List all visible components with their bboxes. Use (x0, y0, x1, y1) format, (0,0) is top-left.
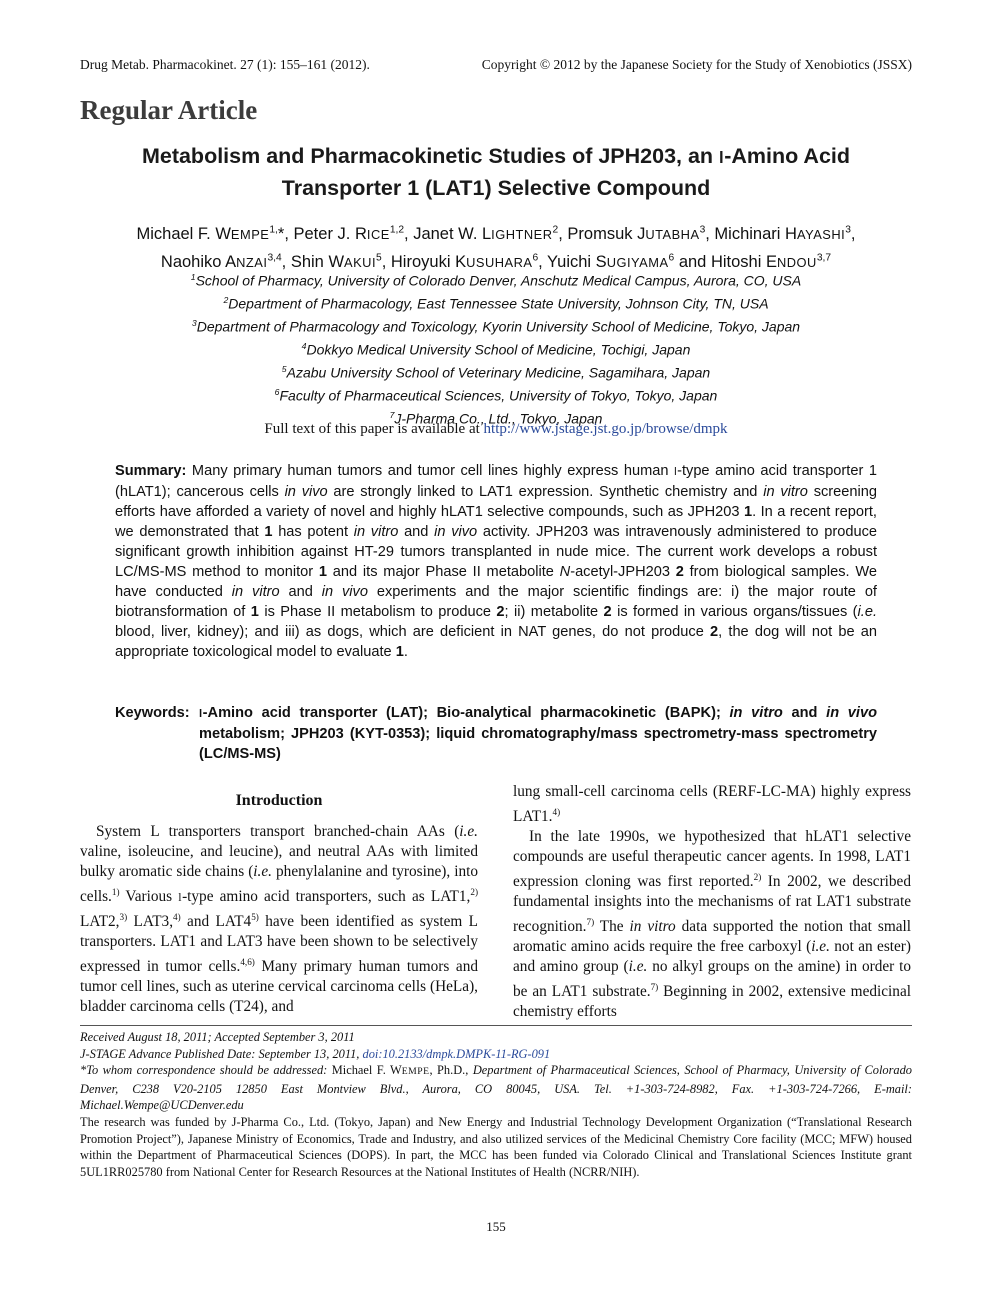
paragraph: In the late 1990s, we hypothesized that hLAT1 selective compounds are useful therapeutic cancer agents. In 1998, LAT1 expression cloning was first reported.$^{2)}$ In 2002, we described fundamental insights into the mechanisms of rat LAT1 substrate recognition.$^{7)}$ The in vitro data supported the notion that small aromatic amino acids require the free carboxyl (i.e. not an ester) and amino group (i.e. no alkyl groups on the amine) in order to be an LAT1 substrate.$^{7)}$ Beginning in 2002, extensive medicinal chemistry efforts (513, 828, 912, 1021)
author: Hitoshi ENDOU$^{3,7}$ (710, 252, 832, 271)
author: Promsuk JUTABHA$^3$, (567, 224, 715, 243)
summary-label: Summary: (115, 463, 187, 479)
paragraph: lung small-cell carcinoma cells (RERF-LC-MA) highly express LAT1.$^{4)}$ (513, 783, 911, 826)
affiliation: $^6$Faculty of Pharmaceutical Sciences, University of Tokyo, Tokyo, Japan (274, 386, 718, 404)
footnotes (80, 1029, 912, 1180)
journal-citation: Drug Metab. Pharmacokinet. 27 (1): 155–161 (2012). (80, 57, 370, 72)
affiliation: $^1$School of Pharmacy, University of Colorado Denver, Anschutz Medical Campus, Aurora, CO, USA (190, 272, 802, 289)
keywords-label: Keywords: (115, 705, 190, 721)
title-small-cap-l: l (719, 148, 725, 167)
title-line1-a: Metabolism and Pharmacokinetic Studies of JPH203, an (141, 144, 720, 168)
keywords (115, 703, 877, 764)
author: Peter J. RICE$^{1,2}$, (293, 224, 414, 243)
abstract: Summary: Many primary human tumors and tumor cell lines highly express human l-type amino acid transporter 1 (hLAT1); cancerous cells in vivo are strongly linked to LAT1 expression. Synthetic chemistry and in vitro screening efforts have afforded a variety of novel and highly hLAT1 selective compounds, such as JPH203 1. In a recent report, we demonstrated that 1 has potent in vitro and in vivo activity. JPH203 was intravenously administered to produce significant growth inhibition against HT-29 tumors transplanted in nude mice. The current work develops a robust LC/MS-MS method to monitor 1 and its major Phase II metabolite N-acetyl-JPH203 2 from biological samples. We have conducted in vitro and in vivo experiments and the major scientific findings are: i) the major route of biotransformation of 1 is Phase II metabolism to produce 2; ii) metabolite 2 is formed in various organs/tissues (i.e. blood, liver, kidney); and iii) as dogs, which are deficient in NAT genes, do not produce 2, the dog will not be an appropriate toxicological model to evaluate 1. (115, 463, 877, 660)
fulltext-notice: Full text of this paper is available at http://www.jstage.jst.go.jp/browse/dmpk (264, 421, 728, 437)
article-title (90, 141, 902, 203)
jstage-date: J-STAGE Advance Published Date: September 13, 2011, doi:10.2133/dmpk.DMPK-11-RG-091 (80, 1046, 551, 1061)
affiliation: $^3$Department of Pharmacology and Toxicology, Kyorin University School of Medicine, Tokyo, Japan (191, 317, 801, 335)
affiliation-list (60, 268, 932, 429)
affiliation: $^2$Department of Pharmacology, East Tennessee State University, Johnson City, TN, USA (223, 294, 769, 312)
body-column-right (513, 782, 911, 1022)
introduction-heading: Introduction (235, 792, 323, 809)
page-number: 155 (486, 1219, 506, 1234)
author: Michinari HAYASHI$^3$, (714, 224, 856, 243)
article-type-label: Regular Article (80, 95, 258, 125)
author: Michael F. $WEMPE^{1,}*$, (136, 224, 294, 243)
title-line2: Transporter 1 (LAT1) Selective Compound (281, 176, 711, 200)
doi-link[interactable]: doi:10.2133/dmpk.DMPK-11-RG-091 (362, 1046, 551, 1061)
author: Naohiko ANZAI$^{3,4}$, (160, 252, 291, 271)
received-dates: Received August 18, 2011; Accepted September 3, 2011 (80, 1030, 355, 1044)
affiliation: $^7$J-Pharma Co., Ltd., Tokyo, Japan (389, 409, 603, 427)
author: Janet W. LIGHTNER$^2$, (413, 224, 568, 243)
copyright-notice: Copyright © 2012 by the Japanese Society for the Study of Xenobiotics (JSSX) (481, 57, 912, 72)
affiliation: $^5$Azabu University School of Veterinary Medicine, Sagamihara, Japan (281, 363, 711, 381)
title-line1-b: -Amino Acid (724, 144, 851, 168)
author: Shin WAKUI$^5$, (290, 252, 391, 271)
paragraph: System L transporters transport branched-chain AAs (i.e. valine, isoleucine, and leucine), and neutral AAs with limited bulky aromatic side chains (i.e. phenylalanine and tyrosine), into cells.$^{1)}$ Various l-type amino acid transporters, such as LAT1,$^{2)}$ LAT2,$^{3)}$ LAT3,$^{4)}$ and LAT4$^{5)}$ have been identified as system L transporters. LAT1 and LAT3 have been shown to be selectively expressed in tumor cells.$^{4,6)}$ Many primary human tumors and tumor cell lines, such as uterine cervical carcinoma cells (HeLa), bladder carcinoma cells (T24), and (80, 823, 479, 1016)
author-list (60, 218, 932, 275)
keywords-text: l-Amino acid transporter (LAT); Bio-analytical pharmacokinetic (BAPK); in vitro and in vivo metabolism; JPH203 (KYT-0353); liquid chromatography/mass spectrometry-mass spectrometry (LC/MS-MS) (199, 705, 878, 762)
funding-note: The research was funded by J-Pharma Co., Ltd. (Tokyo, Japan) and New Energy and Industrial Technology Development Organization (“Translational Research Promotion Project”), Japanese Ministry of Economics, Trade and Industry, and also utilized services of the Medicinal Chemistry Core facility (MCC; MFW) housed within the Department of Pharmaceutical Sciences (DOPS). In part, the MCC has been funded via Colorado Clinical and Translational Sciences Institute grant 5UL1RR025780 from National Center for Research Resources at the National Institutes of Health (NCRR/NIH). (80, 1114, 912, 1179)
affiliation: $^4$Dokkyo Medical University School of Medicine, Tochigi, Japan (301, 340, 691, 358)
footnote-divider (80, 1025, 912, 1026)
author: Yuichi SUGIYAMA$^6$ and (547, 252, 711, 271)
fulltext-link[interactable]: http://www.jstage.jst.go.jp/browse/dmpk (483, 421, 728, 437)
correspondence: *To whom correspondence should be addressed: Michael F. WEMPE, Ph.D., Department of Pharmaceutical Sciences, School of Pharmacy, University of Colorado Denver, C238 V20-2105 12850 East Montview Blvd., Aurora, CO 80045, USA. Tel. +1-303-724-8982, Fax. +1-303-724-7266, E-mail: Michael.Wempe@UCDenver.edu (80, 1063, 912, 1113)
body-column-left (80, 822, 478, 1017)
author: Hiroyuki KUSUHARA$^6$, (390, 252, 548, 271)
